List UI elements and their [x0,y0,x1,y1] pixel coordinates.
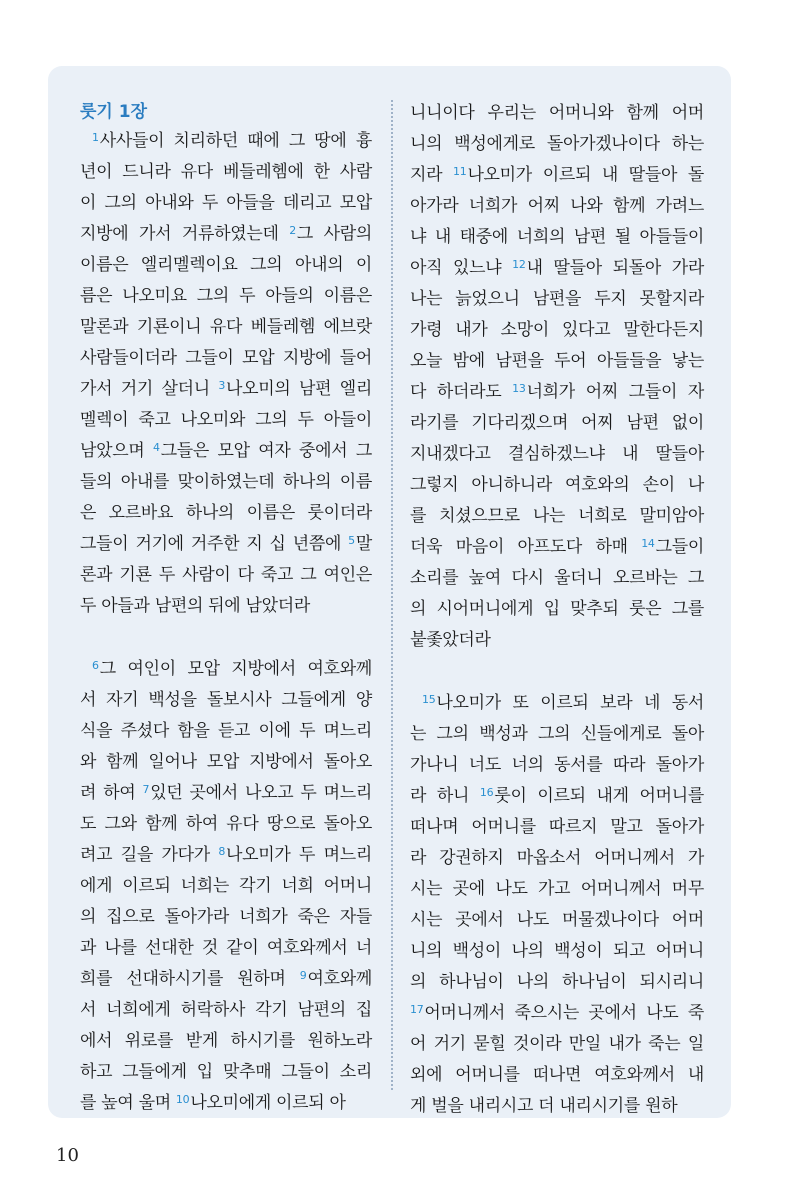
text-line [80,467,372,498]
verse-text: 사람들이더라 그들이 모압 지방에 들어 [80,348,372,368]
text-line [410,1091,704,1122]
verse-text: 말론과 기룐이니 유다 베들레헴 에브랏 [80,317,372,337]
column-divider [391,100,393,1090]
verse-number: 7 [142,783,150,796]
text-line [410,874,704,905]
verse-text: 와 함께 일어나 모압 지방에서 돌아오 [80,752,372,772]
verse-text: 에서 위로를 받게 하시기를 원하노라 [80,1031,372,1051]
text-line [80,126,372,157]
verse-text: 는 그의 백성과 그의 신들에게로 돌아 [410,724,704,744]
verse-text: 어머니께서 죽으시는 곳에서 나도 죽 [424,1003,704,1023]
verse-text: 게 벌을 내리시고 더 내리시기를 원하 [410,1096,678,1116]
verse-text: 그들은 모압 여자 중에서 그 [160,441,372,461]
verse-text: 를 높여 울며 [80,1093,176,1113]
text-line [410,936,704,967]
verse-text: 니니이다 우리는 어머니와 함께 어머 [410,103,704,123]
text-line [410,719,704,750]
text-line [80,312,372,343]
text-line [410,625,704,656]
text-line [410,222,704,253]
text-line [80,374,372,405]
verse-text: 도 그와 함께 하여 유다 땅으로 돌아오 [80,814,372,834]
verse-text: 지라 [410,165,454,185]
verse-text: 의 시어머니에게 입 맞추되 룻은 그를 [410,599,704,619]
verse-text: 그 여인이 모압 지방에서 여호와께 [99,659,372,679]
right-column [410,98,704,1122]
verse-text: 사사들이 치리하던 때에 그 땅에 흉 [99,131,372,151]
verse-text: 너희가 어찌 그들이 자 [526,382,704,402]
verse-text: 냐 내 태중에 너희의 남편 될 아들들이 [410,227,704,247]
verse-text: 붙좇았더라 [410,630,491,650]
verse-text: 시는 곳에서 나도 머물겠나이다 어머 [410,910,704,930]
verse-text: 아가라 너희가 어찌 나와 함께 가려느 [410,196,704,216]
left-column [80,98,372,1119]
verse-text: 라 하니 [410,786,480,806]
verse-text: 나오미가 또 이르되 보라 네 동서 [436,693,704,713]
verse-text: 지방에 가서 거류하였는데 [80,224,290,244]
verse-text: 더욱 마음이 아프도다 하매 [410,537,642,557]
verse-number: 2 [289,224,296,237]
text-line [80,343,372,374]
text-line [410,408,704,439]
verse-text: 의 집으로 돌아가라 너희가 죽은 자들 [80,907,372,927]
text-line [410,191,704,222]
text-line [410,688,704,719]
text-line [410,129,704,160]
verse-text: 가서 거기 살더니 [80,379,219,399]
text-line [80,436,372,467]
verse-number: 12 [512,258,526,271]
verse-text: 나는 늙었으니 남편을 두지 못할지라 [410,289,704,309]
text-line [410,346,704,377]
text-line [410,967,704,998]
text-line [80,778,372,809]
text-line [410,98,704,129]
text-line [80,157,372,188]
verse-number: 13 [512,382,526,395]
verse-text: 니의 백성이 나의 백성이 되고 어머니 [410,941,704,961]
text-line [410,594,704,625]
chapter-title: 룻기 1장 [80,102,148,122]
text-line [80,654,372,685]
text-line [80,902,372,933]
verse-text: 들의 아내를 맞이하였는데 하나의 이름 [80,472,372,492]
verse-text: 오늘 밤에 남편을 두어 아들들을 낳는 [410,351,704,371]
verse-text: 려고 길을 가다가 [80,845,219,865]
text-line [410,1029,704,1060]
text-line [80,405,372,436]
text-line [80,809,372,840]
text-line [410,781,704,812]
verse-number: 15 [422,693,436,706]
paragraph-gap [410,656,704,688]
text-line [410,470,704,501]
verse-text: 룻이 이르되 내게 어머니를 [494,786,704,806]
verse-number: 9 [299,969,307,982]
verse-text: 여호와께 [307,969,372,989]
verse-number: 17 [410,1003,424,1016]
verse-text: 은 오르바요 하나의 이름은 룻이더라 [80,503,372,523]
text-line [80,964,372,995]
verse-number: 10 [175,1093,190,1106]
verse-text: 름은 나오미요 그의 두 아들의 이름은 [80,286,372,306]
text-line [410,1060,704,1091]
verse-text: 아직 있느냐 [410,258,513,278]
verse-text: 론과 기룐 두 사람이 다 죽고 그 여인은 [80,565,372,585]
text-line [80,188,372,219]
text-line [80,871,372,902]
text-line [80,1057,372,1088]
text-line [410,905,704,936]
verse-text: 가나니 너도 너의 동서를 따라 돌아가 [410,755,704,775]
text-line [410,812,704,843]
text-line [410,439,704,470]
text-line [80,498,372,529]
verse-text: 가령 내가 소망이 있다고 말한다든지 [410,320,704,340]
text-line [80,529,372,560]
verse-number: 4 [152,441,160,454]
verse-text: 라 강권하지 마옵소서 어머니께서 가 [410,848,704,868]
verse-text: 하고 그들에게 입 맞추매 그들이 소리 [80,1062,372,1082]
verse-text: 떠나며 어머니를 따르지 말고 돌아가 [410,817,704,837]
verse-text: 그 사람의 [296,224,373,244]
verse-text: 그들이 거기에 거주한 지 십 년쯤에 [80,534,349,554]
verse-text: 나오미에게 이르되 아 [190,1093,346,1113]
text-line [80,995,372,1026]
text-line [80,747,372,778]
text-line [80,840,372,871]
text-line [80,1088,372,1119]
verse-text: 그들이 [655,537,704,557]
verse-text: 외에 어머니를 떠나면 여호와께서 내 [410,1065,704,1085]
verse-text: 다 하더라도 [410,382,513,402]
text-line [410,284,704,315]
verse-text: 과 나를 선대한 것 같이 여호와께서 너 [80,938,372,958]
text-line [410,253,704,284]
verse-text: 를 치셨으므로 나는 너희로 말미암아 [410,506,704,526]
paragraph-gap [80,622,372,654]
verse-number: 3 [218,379,226,392]
text-line [80,685,372,716]
verse-text: 이 그의 아내와 두 아들을 데리고 모압 [80,193,372,213]
verse-text: 이름은 엘리멜렉이요 그의 아내의 이 [80,255,372,275]
verse-number: 8 [218,845,226,858]
text-line [80,591,372,622]
left-text-block [80,126,372,1119]
text-line [80,219,372,250]
text-line [410,377,704,408]
verse-number: 6 [92,659,99,672]
text-line [80,281,372,312]
verse-text: 년이 드니라 유다 베들레헴에 한 사람 [80,162,372,182]
text-line [410,843,704,874]
verse-text: 어 거기 묻힐 것이라 만일 내가 죽는 일 [410,1034,704,1054]
verse-text: 내 딸들아 되돌아 가라 [526,258,704,278]
verse-text: 시는 곳에 나도 가고 어머니께서 머무 [410,879,704,899]
text-line [410,563,704,594]
right-text-block [410,98,704,1122]
verse-text: 두 아들과 남편의 뒤에 남았더라 [80,596,311,616]
verse-text: 남았으며 [80,441,153,461]
text-line [410,315,704,346]
text-line [80,560,372,591]
verse-text: 지내겠다고 결심하겠느냐 내 딸들아 [410,444,704,464]
text-line [410,750,704,781]
verse-text: 멜렉이 죽고 나오미와 그의 두 아들이 [80,410,372,430]
text-line [410,160,704,191]
text-line [80,250,372,281]
verse-text: 라기를 기다리겠으며 어찌 남편 없이 [410,413,704,433]
verse-text: 그렇지 아니하니라 여호와의 손이 나 [410,475,704,495]
verse-text: 나오미의 남편 엘리 [226,379,372,399]
text-line [80,716,372,747]
page-number: 10 [56,1145,79,1166]
text-line [80,933,372,964]
verse-number: 11 [453,165,467,178]
text-line [410,532,704,563]
verse-text: 려 하여 [80,783,143,803]
verse-text: 나오미가 이르되 내 딸들아 돌 [467,165,704,185]
verse-text: 희를 선대하시기를 원하며 [80,969,300,989]
verse-number: 5 [348,534,355,547]
verse-number: 1 [92,131,99,144]
verse-text: 서 자기 백성을 돌보시사 그들에게 양 [80,690,372,710]
text-line [80,1026,372,1057]
verse-text: 말 [355,534,372,554]
text-line [410,501,704,532]
verse-text: 니의 백성에게로 돌아가겠나이다 하는 [410,134,704,154]
verse-text: 나오미가 두 며느리 [226,845,372,865]
verse-text: 식을 주셨다 함을 듣고 이에 두 며느리 [80,721,372,741]
verse-number: 14 [641,537,655,550]
verse-text: 있던 곳에서 나오고 두 며느리 [150,783,372,803]
verse-text: 의 하나님이 나의 하나님이 되시리니 [410,972,704,992]
verse-number: 16 [479,786,494,799]
verse-text: 에게 이르되 너희는 각기 너희 어머니 [80,876,372,896]
verse-text: 소리를 높여 다시 울더니 오르바는 그 [410,568,704,588]
verse-text: 서 너희에게 허락하사 각기 남편의 집 [80,1000,372,1020]
text-line [410,998,704,1029]
